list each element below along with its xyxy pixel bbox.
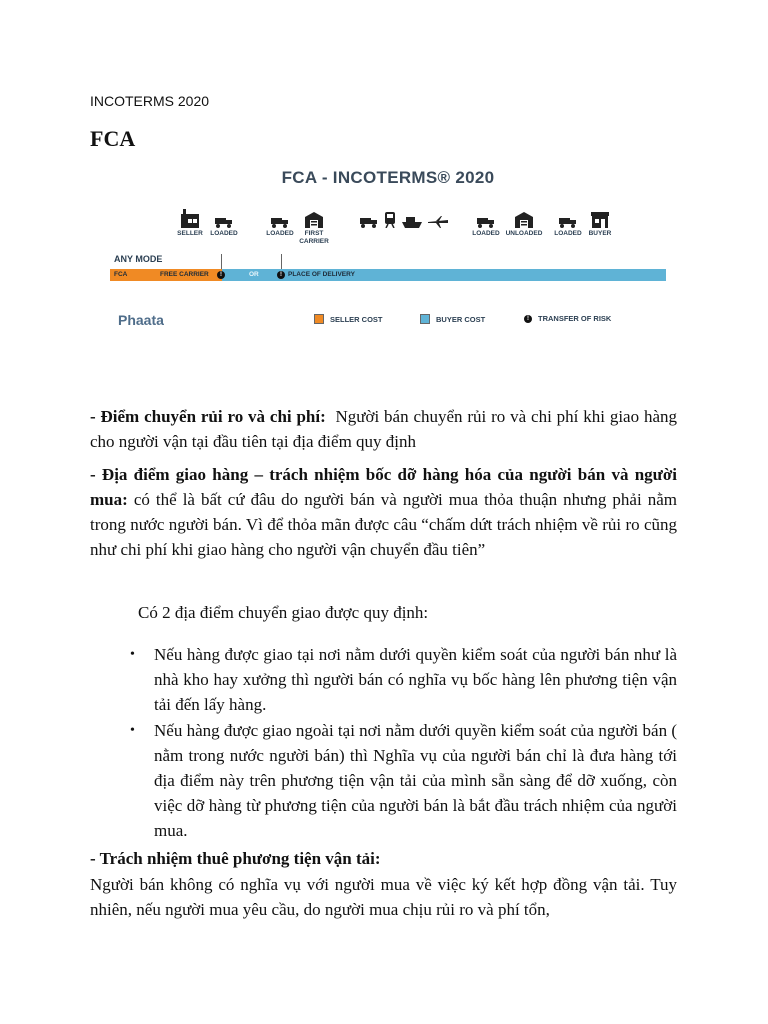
warehouse-icon	[294, 206, 334, 228]
ship-icon	[402, 216, 422, 228]
free-carrier-label: FREE CARRIER	[160, 271, 209, 278]
truck-icon	[204, 206, 244, 228]
or-label: OR	[249, 271, 259, 278]
list-item-text: Nếu hàng được giao ngoài tại nơi nằm dưới quyền kiểm soát của người bán ( nằm trong nước người bán) thì Nghĩa vụ của người bán chỉ là đưa hàng tới địa điểm này trên phương tiện vận tải của mình sẵn sàng để dỡ xuống, còn việc dỡ hàng từ phương tiện của người bán là bắt đầu trách nhiệm của người mua.	[154, 721, 677, 840]
document-label: INCOTERMS 2020	[90, 93, 210, 109]
paragraph-delivery-place	[90, 462, 677, 562]
warehouse-icon	[502, 206, 546, 228]
step-first-carrier	[294, 206, 334, 246]
fca-bar-label: FCA	[114, 271, 128, 278]
step-loaded-3-label: LOADED	[472, 230, 500, 237]
step-loaded-1-label: LOADED	[210, 230, 238, 237]
indented-intro: Có 2 địa điểm chuyển giao được quy định:	[138, 603, 429, 622]
seller-cost-swatch	[314, 314, 324, 324]
legend-buyer-cost-label: BUYER COST	[436, 314, 486, 324]
bullet-icon: •	[130, 647, 135, 662]
risk-transfer-heading: - Điểm chuyển rủi ro và chi phí:	[90, 407, 326, 426]
legend-transfer-of-risk-label: TRANSFER OF RISK	[538, 314, 612, 323]
diagram-title: FCA - INCOTERMS® 2020	[281, 168, 495, 187]
bullet-icon: •	[130, 723, 135, 738]
list-item-text: Nếu hàng được giao tại nơi nằm dưới quyền kiểm soát của người bán như là nhà kho hay xưởng thì người bán có nghĩa vụ bốc hàng lên phương tiện vận tải đến lấy hàng.	[154, 645, 677, 714]
legend-seller-cost-label: SELLER COST	[330, 314, 383, 324]
delivery-tick	[281, 254, 282, 270]
legend-seller-cost	[314, 314, 383, 324]
store-icon	[580, 206, 620, 228]
legend-buyer-cost	[420, 314, 485, 324]
delivery-place-text: có thể là bất cứ đâu do người bán và người mua thỏa thuận nhưng phải nằm trong nước người bán. Vì để thỏa mãn được câu “chấm dứt trách nhiệm về rủi ro cũng như chi phí khi giao hàng cho người vận chuyển đầu tiên”	[90, 490, 677, 559]
step-seller-label: SELLER	[177, 230, 203, 237]
place-of-delivery-label: PLACE OF DELIVERY	[288, 271, 355, 278]
document-title: FCA	[90, 126, 136, 151]
risk-transfer-icon: !	[277, 271, 285, 279]
train-icon	[384, 212, 396, 228]
step-buyer-label: BUYER	[588, 230, 612, 237]
delivery-place-heading: - Địa điểm giao hàng – trách nhiệm bốc dỡ hàng hóa của người bán và người mua:	[90, 465, 677, 509]
risk-transfer-icon: !	[217, 271, 225, 279]
delivery-tick	[221, 254, 222, 270]
step-loaded-4-label: LOADED	[554, 230, 582, 237]
delivery-location-list	[130, 642, 677, 844]
transport-icons	[354, 206, 454, 228]
step-first-carrier-label: FIRST CARRIER	[299, 230, 329, 245]
list-item	[130, 718, 677, 843]
risk-transfer-icon: !	[524, 315, 532, 323]
step-unloaded-label: UNLOADED	[505, 230, 543, 237]
step-loaded-2-label: LOADED	[266, 230, 294, 237]
paragraph-transport-heading	[90, 846, 677, 871]
step-loaded-3	[466, 206, 506, 238]
plane-icon	[428, 216, 448, 228]
any-mode-label: ANY MODE	[114, 254, 163, 264]
step-unloaded	[502, 206, 546, 238]
paragraph-transport-text: Người bán không có nghĩa vụ với người mua về việc ký kết hợp đồng vận tải. Tuy nhiên, nếu người mua yêu cầu, do người mua chịu rủi ro và phí tổn,	[90, 875, 677, 919]
list-item	[130, 642, 677, 717]
transport-heading: - Trách nhiệm thuê phương tiện vận tải:	[90, 849, 381, 868]
brand-logo: Phaata	[118, 312, 164, 328]
legend-transfer-of-risk	[524, 314, 611, 323]
transport-modes	[354, 206, 454, 228]
step-buyer	[580, 206, 620, 238]
fca-diagram	[104, 160, 672, 340]
truck-icon	[360, 216, 378, 228]
buyer-cost-swatch	[420, 314, 430, 324]
risk-transfer-text: Người bán chuyển rủi ro và chi phí khi giao hàng cho người vận tại đầu tiên tại địa điểm quy định	[90, 407, 677, 451]
paragraph-risk-transfer	[90, 404, 677, 454]
step-loaded-1	[204, 206, 244, 238]
truck-icon	[466, 206, 506, 228]
